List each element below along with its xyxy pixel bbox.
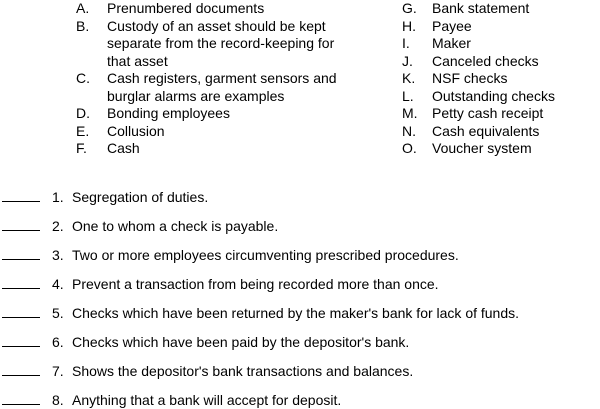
question-text: Anything that a bank will accept for deposit. xyxy=(72,392,342,408)
term-item xyxy=(76,123,352,141)
term-letter: N. xyxy=(402,122,416,139)
term-letter: K. xyxy=(402,70,416,86)
terms-right-column xyxy=(402,0,600,158)
term-text: Prenumbered documents xyxy=(107,0,265,16)
question-number: 7. xyxy=(52,363,64,379)
question-number: 4. xyxy=(52,276,64,292)
term-text: Bank statement xyxy=(432,0,530,16)
term-text: Petty cash receipt xyxy=(432,105,544,121)
term-item xyxy=(402,88,600,106)
term-item xyxy=(76,140,352,158)
question-number: 5. xyxy=(52,305,64,321)
question-row xyxy=(0,247,459,264)
term-letter: D. xyxy=(76,105,90,121)
term-letter: E. xyxy=(76,122,90,139)
term-item xyxy=(402,140,600,158)
term-text: Payee xyxy=(432,17,472,34)
term-text: Collusion xyxy=(107,122,165,139)
term-text: Outstanding checks xyxy=(432,87,555,104)
question-row xyxy=(0,218,278,235)
term-letter: G. xyxy=(402,0,417,16)
term-text: Voucher system xyxy=(432,140,532,156)
term-letter: O. xyxy=(402,140,417,156)
question-row xyxy=(0,276,439,293)
question-text: One to whom a check is payable. xyxy=(72,218,279,234)
question-row xyxy=(0,305,519,322)
question-row xyxy=(0,363,413,380)
term-text: Cash xyxy=(107,140,140,156)
term-letter: B. xyxy=(76,17,90,34)
question-number: 1. xyxy=(52,189,64,205)
question-text: Prevent a transaction from being recorded more than once. xyxy=(72,276,439,292)
answer-blank[interactable] xyxy=(2,334,40,347)
answer-blank[interactable] xyxy=(2,392,40,405)
term-item xyxy=(76,70,352,105)
term-item xyxy=(76,105,352,123)
term-letter: I. xyxy=(402,35,410,51)
question-number: 8. xyxy=(52,392,64,408)
question-text: Checks which have been returned by the maker's bank for lack of funds. xyxy=(72,305,520,321)
term-text: Canceled checks xyxy=(432,52,539,69)
question-number: 6. xyxy=(52,334,64,350)
question-text: Checks which have been paid by the depositor's bank. xyxy=(72,334,410,350)
term-text: NSF checks xyxy=(432,70,508,86)
term-item xyxy=(76,18,352,71)
question-text: Two or more employees circumventing prescribed procedures. xyxy=(72,247,459,263)
term-text: Cash equivalents xyxy=(432,122,540,139)
term-item xyxy=(402,70,600,88)
answer-blank[interactable] xyxy=(2,247,40,260)
answer-blank[interactable] xyxy=(2,363,40,376)
question-number: 3. xyxy=(52,247,64,263)
term-letter: F. xyxy=(76,140,87,156)
term-item xyxy=(76,0,352,18)
term-text: Cash registers, garment sensors and burglar alarms are examples xyxy=(107,70,337,104)
question-text: Segregation of duties. xyxy=(72,189,209,205)
term-letter: L. xyxy=(402,87,414,104)
term-item xyxy=(402,123,600,141)
terms-left-column xyxy=(76,0,352,158)
question-row xyxy=(0,334,409,351)
term-text: Maker xyxy=(432,35,471,51)
term-item xyxy=(402,35,600,53)
question-text: Shows the depositor's bank transactions and balances. xyxy=(72,363,414,379)
answer-blank[interactable] xyxy=(2,305,40,318)
term-item xyxy=(402,0,600,18)
term-letter: A. xyxy=(76,0,90,16)
term-text: Bonding employees xyxy=(107,105,230,121)
answer-blank[interactable] xyxy=(2,218,40,231)
term-letter: H. xyxy=(402,17,416,34)
question-row xyxy=(0,392,341,409)
answer-blank[interactable] xyxy=(2,276,40,289)
term-text: Custody of an asset should be kept separate from the record-keeping for that asset xyxy=(107,17,335,69)
term-letter: C. xyxy=(76,70,90,86)
term-letter: M. xyxy=(402,105,418,121)
term-item xyxy=(402,105,600,123)
question-row xyxy=(0,189,208,206)
term-item xyxy=(402,53,600,71)
question-number: 2. xyxy=(52,218,64,234)
term-letter: J. xyxy=(402,52,413,69)
answer-blank[interactable] xyxy=(2,189,40,202)
term-item xyxy=(402,18,600,36)
